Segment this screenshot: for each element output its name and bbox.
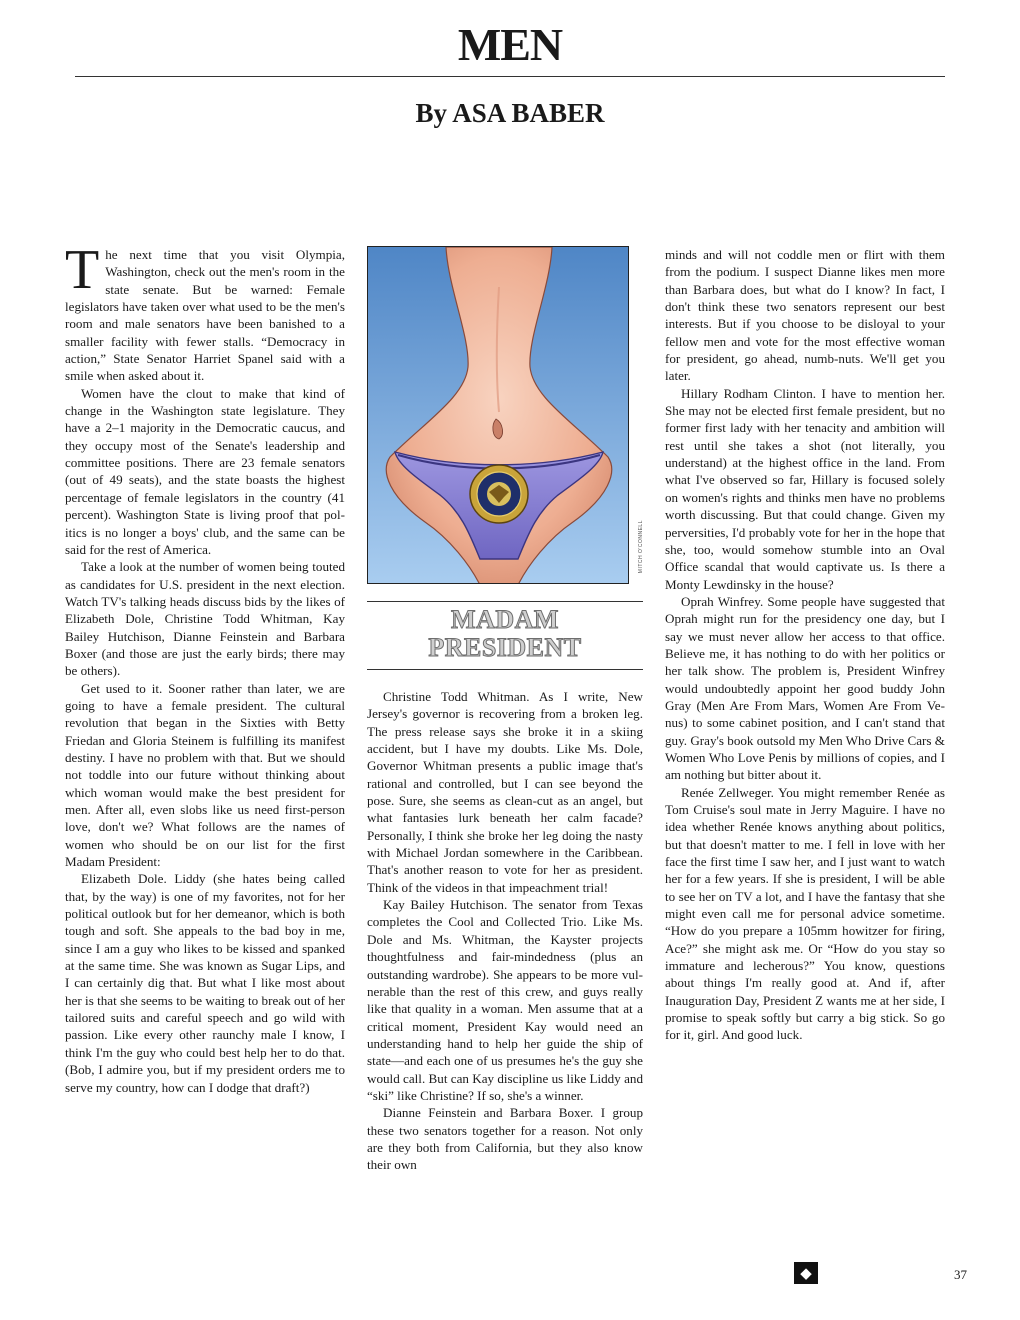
paragraph: minds and will not coddle men or flirt with them from the podium. I suspect Dianne likes men more than Barbara does, but what do I know? In fact, I don't think these two senators represent our best interests. But if you choose to be disloyal to your fellow men and vote for the most effective woman for president, go ahead, numb-nuts. We'll get you later. xyxy=(665,247,945,384)
paragraph: The next time that you visit Olympia, Washington, check out the men's room in the state senate. But be warned: Female legislators have taken over what used to be the men's room and male senators have been banished to a smaller facility with fewer stalls. “Democracy in action,” State Senator Harriet Spanel said with a smile when asked about it. xyxy=(65,239,345,384)
torso-illustration xyxy=(367,246,629,584)
rabbit-head-icon: ◆ xyxy=(794,1262,818,1284)
sidebar-title-line1: MADAM xyxy=(451,605,559,634)
sidebar-rule-top xyxy=(367,601,643,602)
paragraph: Oprah Winfrey. Some people have suggested that Oprah might run for the presidency one day, but I say we must never allow her access to that office. Believe me, it has nothing to do with her politics or her talk show. The problem is, President Winfrey would undoubtedly appoint her good buddy John Gray (Men Are From Mars, Women Are From Venus) to some cabinet position, and I can't stand that guy. Gray's book outsold my Men Who Drive Cars & Women Who Love Penis by millions of copies, and I am nothing but bitter about it. xyxy=(665,593,945,783)
page-number: 37 xyxy=(954,1267,967,1282)
sidebar-title xyxy=(367,606,643,662)
paragraph: Renée Zellweger. You might remember Renée as Tom Cruise's soul mate in Jerry Maguire. I have no idea whether Renée knows anything about politics, but that doesn't matter to me. I fell in love with her face the first time I saw her, and I just want to watch her for a few years. If she is president, I will be able to see her on TV a lot, and I have the fantasy that she might even call me for personal advice sometime. “How do you prepare a 105mm howitzer for firing, Ace?” she might ask me. Or “How do you stay so immature and lecherous?” You know, questions about things I'm really good at. And if, after Inauguration Day, President Z wants me at her side, I promise to speak softly but carry a big stick. So go for it, girl. And good luck. xyxy=(665,784,945,1043)
article-column-right xyxy=(665,246,945,1044)
paragraph: Get used to it. Sooner rather than later, we are going to have a female president. The cultural revolution that began in the Sixties with Betty Friedan and Gloria Steinem is fulfilling its manifest destiny. I have no problem with that. But we should not toddle into our future without thinking about which woman would make the best president for men. After all, even slobs like us need first-person love, don't we? What follows are the names of women who should be on our list for the first Madam President: xyxy=(65,680,345,870)
article-column-left xyxy=(65,239,345,1096)
sidebar-title-line2: PRESIDENT xyxy=(428,633,582,662)
title-rule xyxy=(75,76,945,77)
paragraph: Kay Bailey Hutchison. The senator from Texas completes the Cool and Collected Trio. Like Ms. Dole and Ms. Whitman, the Kayster projects thoughtfulness and fair-mindedness (plus an outstanding wardrobe). She appears to be more vulnerable than the rest of this crew, and guys really like that quality in a woman. Men assume that at a critical moment, President Kay would need an understanding hand to help her guide the ship of state—and each one of us presumes he's the guy she would call. But can Kay discipline us like Liddy and “ski” like Christine? If so, she's a winner. xyxy=(367,897,643,1103)
paragraph: Christine Todd Whitman. As I write, New Jersey's governor is recovering from a broken leg. The press release says she broke it in a skiing accident, but I have my doubts. Like Ms. Dole, Governor Whitman presents a public image that's rational and controlled, but I can see beyond the pose. Sure, she seems as clean-cut as an angel, but what fantasies lurk beneath her calm facade? Personally, I think she broke her leg doing the nasty with Michael Jordan somewhere in the Caribbean. That's another reason to vote for her as president. Think of the videos in that impeachment trial! xyxy=(367,689,643,895)
paragraph: Dianne Feinstein and Barbara Boxer. I group these two senators together for a reason. Not only are they both from California, but they also know their own xyxy=(367,1105,643,1173)
paragraph: Elizabeth Dole. Liddy (she hates being called that, by the way) is one of my favorites, not for her political outlook but for her demeanor, which is both tough and soft. She appeals to the bad boy in me, since I am a guy who likes to be kissed and spanked at the same time. She was known as Sugar Lips, and I can certainly dig that. But what I like most about her is that she seems to be waiting to break out of her tailored suits and careful speech and go wild with passion. Like every other raunchy male I know, I think I'm the guy who could best help her to do that. (Bob, I admire you, but if my president orders me to serve my country, how can I dodge that draft?) xyxy=(65,871,345,1095)
paragraph: Take a look at the number of women being touted as candidates for U.S. president in the next election. Watch TV's talking heads discuss bids by the likes of Elizabeth Dole, Christine Todd Whitman, Kay Bailey Hutchison, Dianne Feinstein and Barbara Boxer (and those are just the early birds; there may be others). xyxy=(65,559,345,679)
drop-cap: T xyxy=(65,239,100,301)
article-column-middle xyxy=(367,688,643,1174)
section-title: MEN xyxy=(457,19,563,70)
illustration-credit: MITCH O'CONNELL xyxy=(638,520,644,574)
paragraph: Hillary Rodham Clinton. I have to mention her. She may not be elected first female president, but no former first lady with her tenacity and ambition will rest until she takes a shot (not literally, you understand) at the highest office in the land. From what I've observed so far, Hillary is focused solely on women's rights and thinks men have no problems worth discussing. But that could change. Given my perversities, I'd probably vote for her in the hope that she, too, would somehow stumble into an Oval Office scandal that would captivate us. Is there a Monty Lewdinsky in the house? xyxy=(665,385,945,592)
paragraph: Women have the clout to make that kind of change in the Washington state legislature. They have a 2–1 majority in the Democratic caucus, and they occupy most of the Senate's leadership and committee positions. There are 23 female senators (out of 49 seats), and the state boasts the highest percentage of female legislators in the country (41 percent). Washington State is living proof that politics is no longer a boys' club, and the same can be said for the rest of America. xyxy=(65,385,345,557)
byline: By ASA BABER xyxy=(415,98,605,128)
woman-torso-illustration xyxy=(368,247,629,584)
sidebar-rule-bottom xyxy=(367,669,643,670)
